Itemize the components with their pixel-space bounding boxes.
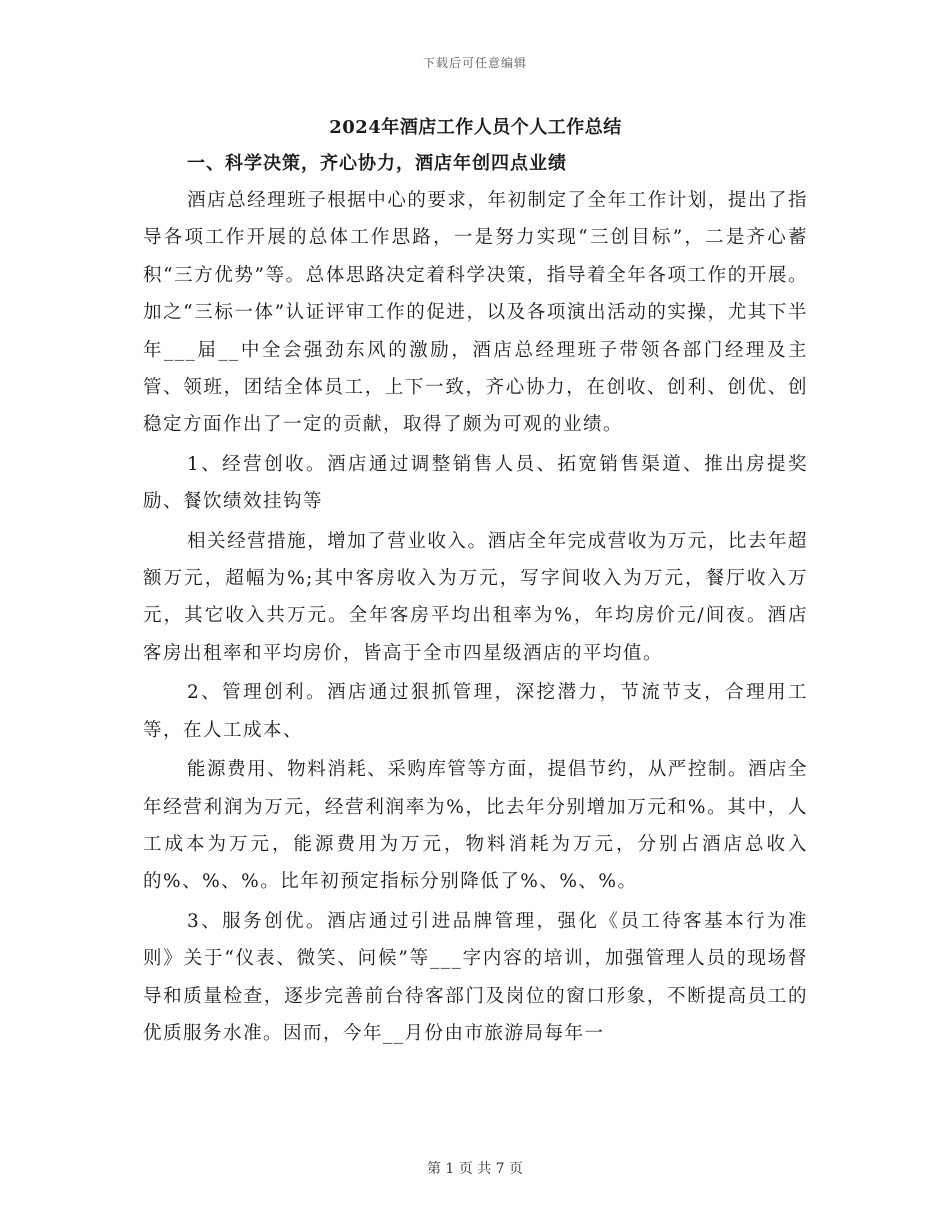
paragraph-item-2-lead: 2、管理创利。酒店通过狠抓管理，深挖潜力，节流节支，合理用工等，在人工成本、 [143, 682, 808, 741]
page-number: 第 1 页 共 7 页 [426, 1161, 524, 1177]
paragraph-item-1-body: 相关经营措施，增加了营业收入。酒店全年完成营收为万元，比去年超额万元，超幅为%;其中客房收入为万元，写字间收入为万元，餐厅收入万元，其它收入共万元。全年客房平均出租率为%，年均房价元/间夜。酒店客房出租率和平均房价，皆高于全市四星级酒店的平均值。 [143, 530, 808, 664]
paragraph-item-3: 3、服务创优。酒店通过引进品牌管理，强化《员工待客基本行为准则》关于“仪表、微笑、问候”等___字内容的培训，加强管理人员的现场督导和质量检查，逐步完善前台待客部门及岗位的窗口形象，不断提高员工的优质服务水准。因而，今年__月份由市旅游局每年一 [143, 910, 808, 1044]
document-title: 2024年酒店工作人员个人工作总结 [329, 117, 622, 138]
paragraph-item-2-body: 能源费用、物料消耗、采购库管等方面，提倡节约，从严控制。酒店全年经营利润为万元，经营利润率为%，比去年分别增加万元和%。其中，人工成本为万元，能源费用为万元，物料消耗为万元，分别占酒店总收入的%、%、%。比年初预定指标分别降低了%、%、%。 [143, 759, 808, 893]
page-header-note: 下载后可任意编辑 [422, 56, 527, 70]
paragraph-item-1-lead: 1、经营创收。酒店通过调整销售人员、拓宽销售渠道、推出房提奖励、餐饮绩效挂钩等 [143, 453, 808, 513]
section-heading: 一、科学决策，齐心协力，酒店年创四点业绩 [187, 153, 567, 174]
paragraph-intro: 酒店总经理班子根据中心的要求，年初制定了全年工作计划，提出了指导各项工作开展的总体工作思路，一是努力实现“三创目标”，二是齐心蓄积“三方优势”等。总体思路决定着科学决策，指导着全年各项工作的开展。加之“三标一体”认证评审工作的促进，以及各项演出活动的实操，尤其下半年___届__中全会强劲东风的激励，酒店总经理班子带领各部门经理及主管、领班，团结全体员工，上下一致，齐心协力，在创收、创利、创优、创稳定方面作出了一定的贡献，取得了颇为可观的业绩。 [143, 190, 808, 436]
document-body [143, 114, 808, 1054]
